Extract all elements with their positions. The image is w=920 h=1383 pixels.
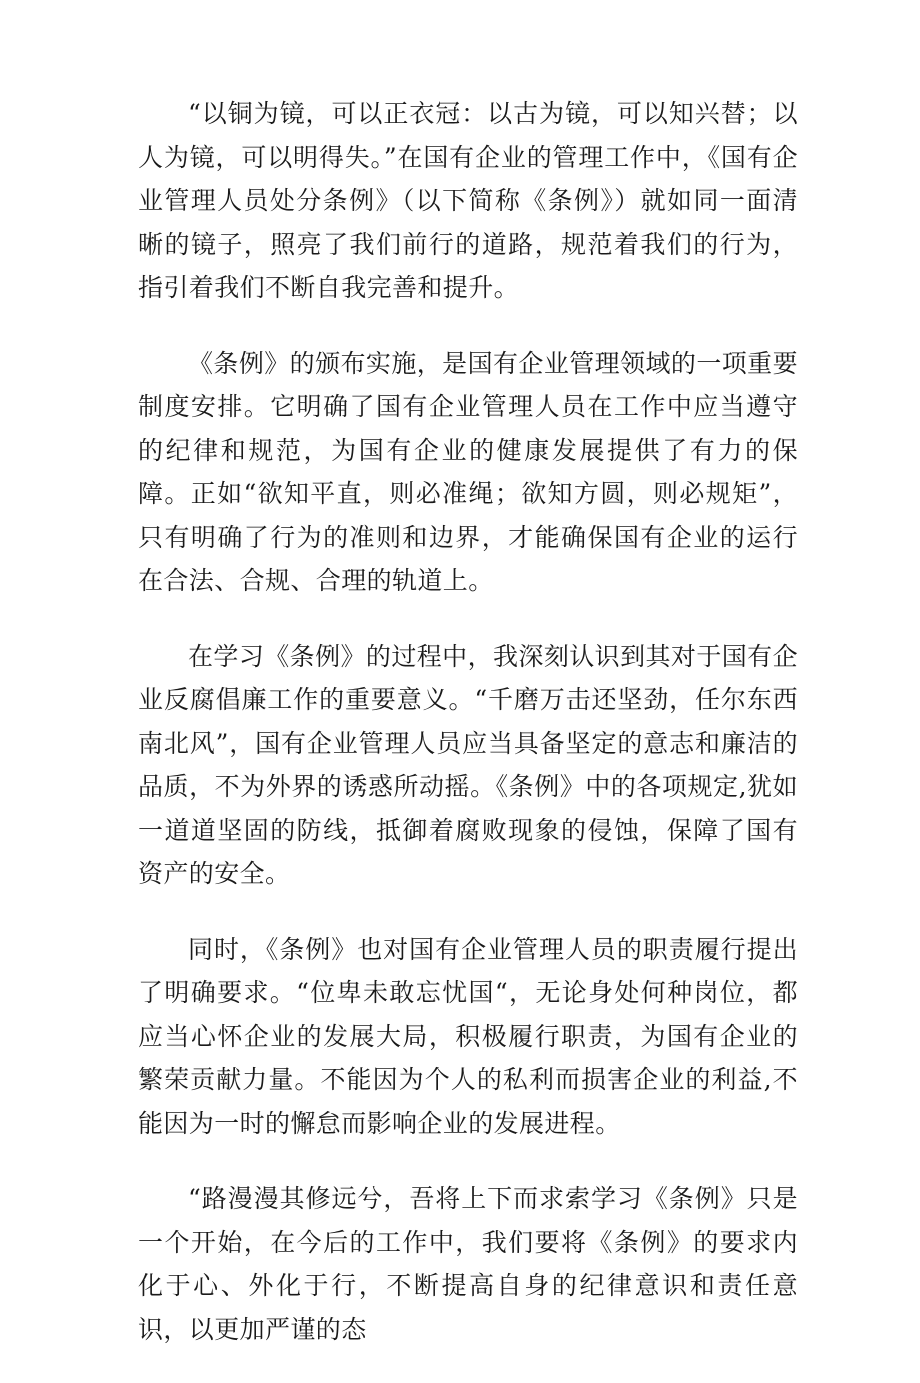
document-body xyxy=(138,92,798,1383)
paragraph-5: “路漫漫其修远兮，吾将上下而求索学习《条例》只是一个开始，在今后的工作中，我们要将《条例》的要求内化于心、外化于行，不断提高自身的纪律意识和责任意识，以更加严谨的态 xyxy=(138,1184,798,1344)
paragraph-1: “以铜为镜，可以正衣冠：以古为镜，可以知兴替；以人为镜，可以明得失。”在国有企业的管理工作中，《国有企业管理人员处分条例》（以下简称《条例》）就如同一面清晰的镜子，照亮了我们前行的道路，规范着我们的行为，指引着我们不断自我完善和提升。 xyxy=(138,99,798,302)
paragraph-2: 《条例》的颁布实施，是国有企业管理领域的一项重要制度安排。它明确了国有企业管理人员在工作中应当遵守的纪律和规范，为国有企业的健康发展提供了有力的保障。正如“欲知平直，则必准绳；欲知方圆，则必规矩”，只有明确了行为的准则和边界，才能确保国有企业的运行在合法、合规、合理的轨道上。 xyxy=(138,348,798,595)
paragraph-3: 在学习《条例》的过程中，我深刻认识到其对于国有企业反腐倡廉工作的重要意义。“千磨万击还坚劲，任尔东西南北风”，国有企业管理人员应当具备坚定的意志和廉洁的品质，不为外界的诱惑所动摇。《条例》中的各项规定,犹如一道道坚固的防线，抵御着腐败现象的侵蚀，保障了国有资产的安全。 xyxy=(138,641,798,888)
paragraph-4: 同时，《条例》也对国有企业管理人员的职责履行提出了明确要求。“位卑未敢忘忧国“，无论身处何种岗位，都应当心怀企业的发展大局，积极履行职责，为国有企业的繁荣贡献力量。不能因为个人的私利而损害企业的利益,不能因为一时的懈怠而影响企业的发展进程。 xyxy=(138,934,798,1138)
